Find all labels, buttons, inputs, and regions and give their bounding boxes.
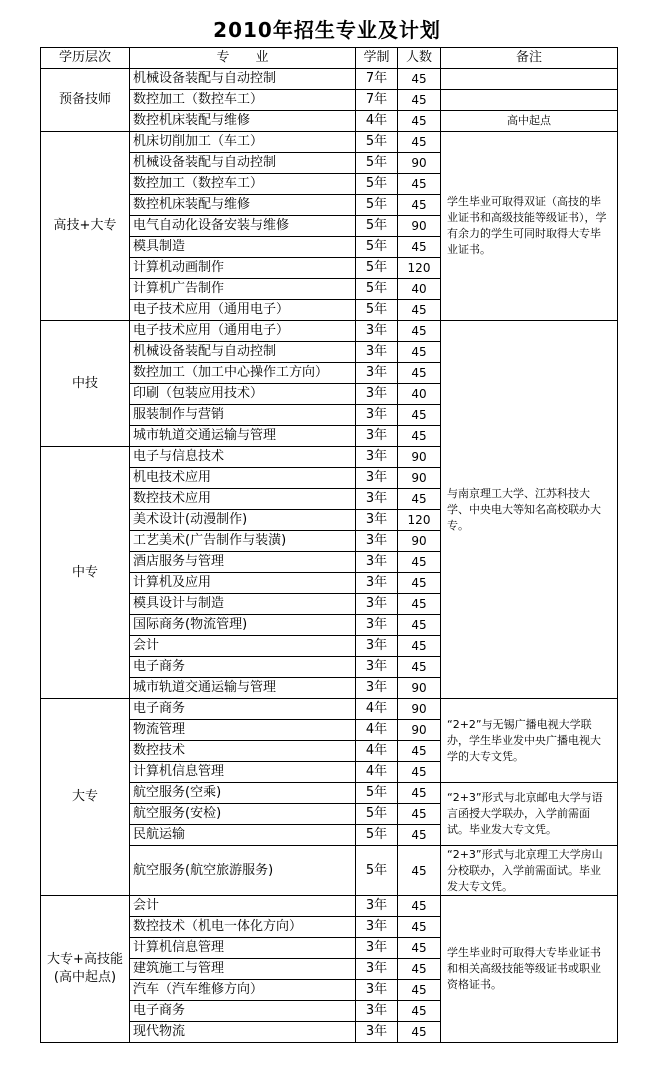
duration-cell: 3年 [356, 917, 398, 938]
count-cell: 90 [398, 720, 441, 741]
major-cell: 电子技术应用（通用电子） [130, 321, 356, 342]
major-cell: 电子商务 [130, 1001, 356, 1022]
duration-cell: 3年 [356, 552, 398, 573]
count-cell: 45 [398, 1001, 441, 1022]
major-cell: 印刷（包装应用技术） [130, 384, 356, 405]
major-cell: 汽车（汽车维修方向） [130, 980, 356, 1001]
duration-cell: 5年 [356, 258, 398, 279]
table-row [41, 896, 618, 917]
duration-cell: 3年 [356, 363, 398, 384]
count-cell: 90 [398, 447, 441, 468]
duration-cell: 3年 [356, 405, 398, 426]
count-cell: 45 [398, 980, 441, 1001]
major-cell: 机械设备装配与自动控制 [130, 342, 356, 363]
major-cell: 机床切削加工（车工） [130, 132, 356, 153]
major-cell: 服装制作与营销 [130, 405, 356, 426]
major-cell: 计算机广告制作 [130, 279, 356, 300]
count-cell: 45 [398, 321, 441, 342]
duration-cell: 3年 [356, 980, 398, 1001]
major-cell: 计算机动画制作 [130, 258, 356, 279]
count-cell: 45 [398, 405, 441, 426]
count-cell: 45 [398, 237, 441, 258]
count-cell: 45 [398, 783, 441, 804]
major-cell: 模具设计与制造 [130, 594, 356, 615]
major-cell: 机械设备装配与自动控制 [130, 153, 356, 174]
count-cell: 45 [398, 363, 441, 384]
count-cell: 45 [398, 917, 441, 938]
count-cell: 45 [398, 300, 441, 321]
major-cell: 数控机床装配与维修 [130, 111, 356, 132]
duration-cell: 5年 [356, 300, 398, 321]
note-cell: 与南京理工大学、江苏科技大学、中央电大等知名高校联办大专。 [441, 321, 618, 699]
major-cell: 会计 [130, 896, 356, 917]
count-cell: 45 [398, 896, 441, 917]
major-cell: 航空服务(空乘) [130, 783, 356, 804]
count-cell: 45 [398, 342, 441, 363]
major-cell: 电子商务 [130, 657, 356, 678]
duration-cell: 3年 [356, 573, 398, 594]
table-row [41, 699, 618, 720]
count-cell: 45 [398, 111, 441, 132]
count-cell: 40 [398, 279, 441, 300]
duration-cell: 5年 [356, 174, 398, 195]
major-cell: 数控机床装配与维修 [130, 195, 356, 216]
duration-cell: 3年 [356, 447, 398, 468]
count-cell: 90 [398, 699, 441, 720]
duration-cell: 3年 [356, 678, 398, 699]
major-cell: 数控加工（数控车工） [130, 90, 356, 111]
major-cell: 机械设备装配与自动控制 [130, 69, 356, 90]
duration-cell: 4年 [356, 762, 398, 783]
page-title: 2010年招生专业及计划 [213, 18, 441, 42]
header-count: 人数 [398, 48, 441, 69]
duration-cell: 5年 [356, 279, 398, 300]
duration-cell: 5年 [356, 846, 398, 896]
header-level: 学历层次 [41, 48, 130, 69]
duration-cell: 5年 [356, 132, 398, 153]
count-cell: 45 [398, 552, 441, 573]
level-cell: 预备技师 [41, 69, 130, 132]
major-cell: 电子商务 [130, 699, 356, 720]
duration-cell: 7年 [356, 69, 398, 90]
duration-cell: 5年 [356, 783, 398, 804]
level-cell: 大专 [41, 699, 130, 896]
major-cell: 会计 [130, 636, 356, 657]
note-cell: “2+2”与无锡广播电视大学联办，学生毕业发中央广播电视大学的大专文凭。 [441, 699, 618, 783]
duration-cell: 3年 [356, 342, 398, 363]
count-cell: 45 [398, 846, 441, 896]
duration-cell: 5年 [356, 153, 398, 174]
count-cell: 45 [398, 132, 441, 153]
duration-cell: 3年 [356, 959, 398, 980]
duration-cell: 3年 [356, 896, 398, 917]
note-cell [441, 69, 618, 90]
major-cell: 电子与信息技术 [130, 447, 356, 468]
major-cell: 民航运输 [130, 825, 356, 846]
duration-cell: 3年 [356, 426, 398, 447]
duration-cell: 4年 [356, 741, 398, 762]
count-cell: 90 [398, 216, 441, 237]
count-cell: 45 [398, 762, 441, 783]
major-cell: 数控技术 [130, 741, 356, 762]
level-cell: 大专+高技能(高中起点) [41, 896, 130, 1043]
count-cell: 45 [398, 825, 441, 846]
major-cell: 机电技术应用 [130, 468, 356, 489]
count-cell: 45 [398, 938, 441, 959]
count-cell: 45 [398, 489, 441, 510]
duration-cell: 4年 [356, 111, 398, 132]
count-cell: 45 [398, 1022, 441, 1043]
header-note: 备注 [441, 48, 618, 69]
note-cell: 高中起点 [441, 111, 618, 132]
major-cell: 数控技术（机电一体化方向） [130, 917, 356, 938]
major-cell: 电子技术应用（通用电子） [130, 300, 356, 321]
duration-cell: 3年 [356, 594, 398, 615]
major-cell: 城市轨道交通运输与管理 [130, 678, 356, 699]
count-cell: 45 [398, 594, 441, 615]
header-duration: 学制 [356, 48, 398, 69]
count-cell: 45 [398, 195, 441, 216]
duration-cell: 3年 [356, 384, 398, 405]
count-cell: 45 [398, 174, 441, 195]
duration-cell: 3年 [356, 321, 398, 342]
duration-cell: 5年 [356, 216, 398, 237]
major-cell: 计算机及应用 [130, 573, 356, 594]
major-cell: 建筑施工与管理 [130, 959, 356, 980]
count-cell: 45 [398, 90, 441, 111]
duration-cell: 3年 [356, 1022, 398, 1043]
major-cell: 数控加工（数控车工） [130, 174, 356, 195]
count-cell: 45 [398, 615, 441, 636]
count-cell: 45 [398, 804, 441, 825]
table-row [41, 132, 618, 153]
count-cell: 45 [398, 657, 441, 678]
count-cell: 90 [398, 468, 441, 489]
major-cell: 现代物流 [130, 1022, 356, 1043]
duration-cell: 5年 [356, 195, 398, 216]
duration-cell: 3年 [356, 531, 398, 552]
duration-cell: 3年 [356, 1001, 398, 1022]
note-cell: “2+3”形式与北京理工大学房山分校联办，入学前需面试。毕业发大专文凭。 [441, 846, 618, 896]
count-cell: 45 [398, 69, 441, 90]
note-cell [441, 90, 618, 111]
duration-cell: 5年 [356, 825, 398, 846]
major-cell: 计算机信息管理 [130, 762, 356, 783]
major-cell: 数控技术应用 [130, 489, 356, 510]
count-cell: 45 [398, 636, 441, 657]
major-cell: 电气自动化设备安装与维修 [130, 216, 356, 237]
major-cell: 美术设计(动漫制作) [130, 510, 356, 531]
count-cell: 40 [398, 384, 441, 405]
level-cell: 中技 [41, 321, 130, 447]
duration-cell: 3年 [356, 468, 398, 489]
header-row [41, 48, 618, 69]
header-major: 专 业 [130, 48, 356, 69]
enrollment-table [40, 47, 618, 1043]
count-cell: 45 [398, 741, 441, 762]
count-cell: 45 [398, 573, 441, 594]
count-cell: 120 [398, 258, 441, 279]
duration-cell: 3年 [356, 636, 398, 657]
major-cell: 物流管理 [130, 720, 356, 741]
level-cell: 高技+大专 [41, 132, 130, 321]
duration-cell: 7年 [356, 90, 398, 111]
major-cell: 国际商务(物流管理) [130, 615, 356, 636]
level-cell: 中专 [41, 447, 130, 699]
table-row [41, 69, 618, 90]
major-cell: 航空服务(安检) [130, 804, 356, 825]
major-cell: 计算机信息管理 [130, 938, 356, 959]
duration-cell: 3年 [356, 510, 398, 531]
count-cell: 90 [398, 153, 441, 174]
count-cell: 45 [398, 959, 441, 980]
major-cell: 数控加工（加工中心操作工方向） [130, 363, 356, 384]
major-cell: 模具制造 [130, 237, 356, 258]
duration-cell: 4年 [356, 699, 398, 720]
note-cell: “2+3”形式与北京邮电大学与语言函授大学联办，入学前需面试。毕业发大专文凭。 [441, 783, 618, 846]
major-cell: 酒店服务与管理 [130, 552, 356, 573]
duration-cell: 3年 [356, 489, 398, 510]
major-cell: 航空服务(航空旅游服务) [130, 846, 356, 896]
count-cell: 90 [398, 678, 441, 699]
note-cell: 学生毕业时可取得大专毕业证书和相关高级技能等级证书或职业资格证书。 [441, 896, 618, 1043]
count-cell: 120 [398, 510, 441, 531]
duration-cell: 5年 [356, 237, 398, 258]
major-cell: 工艺美术(广告制作与装潢) [130, 531, 356, 552]
duration-cell: 3年 [356, 657, 398, 678]
duration-cell: 3年 [356, 615, 398, 636]
table-row [41, 321, 618, 342]
duration-cell: 5年 [356, 804, 398, 825]
major-cell: 城市轨道交通运输与管理 [130, 426, 356, 447]
duration-cell: 3年 [356, 938, 398, 959]
note-cell: 学生毕业可取得双证（高技的毕业证书和高级技能等级证书），学有余力的学生可同时取得大专毕业证书。 [441, 132, 618, 321]
duration-cell: 4年 [356, 720, 398, 741]
count-cell: 90 [398, 531, 441, 552]
count-cell: 45 [398, 426, 441, 447]
